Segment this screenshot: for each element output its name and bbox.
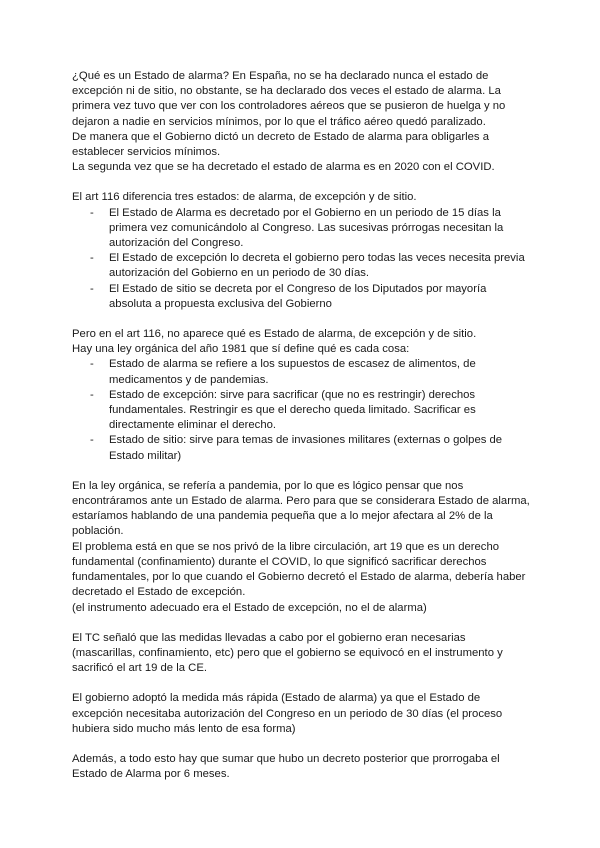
list-item: - Estado de alarma se refiere a los supuestos de escasez de alimentos, de medicamentos y de pandemias.: [90, 358, 476, 386]
list-item: - Estado de excepción: sirve para sacrificar (que no es restringir) derechos fundamentales. Restringir es que el derecho queda limitado. Sacrificar es directamente eliminar el derecho.: [90, 388, 476, 432]
bullet-dash: -: [90, 434, 94, 447]
ley-organica-lead-2: Hay una ley orgánica del año 1981 que sí define qué es cada cosa:: [72, 343, 410, 356]
bullet-dash: -: [90, 206, 94, 219]
bullet-dash: -: [90, 252, 94, 265]
list-item: - El Estado de sitio se decreta por el Congreso de los Diputados por mayoría absoluta a propuesta exclusiva del Gobierno: [90, 282, 487, 310]
bullet-dash: -: [90, 388, 94, 401]
pandemia-paragraph-2: El problema está en que se nos privó de la libre circulación, art 19 que es un derecho fundamental (confinamiento) durante el COVID, lo que significó sacrificar derechos fundamentales, por lo que cuando el Gobierno decretó el Estado de alarma, debería haber decretado el Estado de excepción.: [72, 540, 526, 599]
intro-paragraph-1: ¿Qué es un Estado de alarma? En España, no se ha declarado nunca el estado de excepción ni de sitio, no obstante, se ha declarado dos veces el estado de alarma. La primera vez tuvo que ver con los controladores aéreos que se pusieron de huelga y no dejaron a nadie en servicios mínimos, por lo que el tráfico aéreo quedó paralizado.: [72, 70, 506, 128]
intro-paragraph-3: La segunda vez que se ha decretado el estado de alarma es en 2020 con el COVID.: [72, 161, 495, 174]
art116-lead: El art 116 diferencia tres estados: de alarma, de excepción y de sitio.: [72, 191, 417, 204]
ley-organica-lead-1: Pero en el art 116, no aparece qué es Estado de alarma, de excepción y de sitio.: [72, 328, 477, 341]
list-item: - El Estado de Alarma es decretado por el Gobierno en un periodo de 15 días la primera vez comunicándolo al Congreso. Las sucesivas prórrogas necesitan la autorización del Congreso.: [90, 206, 504, 250]
bullet-dash: -: [90, 282, 94, 295]
art116-list: [72, 206, 532, 312]
gobierno-paragraph: El gobierno adoptó la medida más rápida (Estado de alarma) ya que el Estado de excepción necesitaba autorización del Congreso en un periodo de 30 días (el proceso hubiera sido mucho más lento de esa forma): [72, 692, 503, 735]
bullet-dash: -: [90, 358, 94, 371]
list-item: - Estado de sitio: sirve para temas de invasiones militares (externas o golpes de Estado militar): [90, 434, 503, 462]
document-body: [72, 69, 532, 782]
pandemia-paragraph-1: En la ley orgánica, se refería a pandemia, por lo que es lógico pensar que nos encontráramos ante un Estado de alarma. Pero para que se considerara Estado de alarma, estaríamos hablando de una pandemia pequeña que a lo mejor afectara al 2% de la población.: [72, 479, 530, 538]
ley-organica-list: [72, 357, 532, 463]
list-item: - El Estado de excepción lo decreta el gobierno pero todas las veces necesita previa autorización del Gobierno en un periodo de 30 días.: [90, 252, 525, 280]
tc-paragraph: El TC señaló que las medidas llevadas a cabo por el gobierno eran necesarias (mascarillas, confinamiento, etc) pero que el gobierno se equivocó en el instrumento y sacrificó el art 19 de la CE.: [72, 631, 503, 675]
intro-paragraph-2: De manera que el Gobierno dictó un decreto de Estado de alarma para obligarles a establecer servicios mínimos.: [72, 130, 489, 159]
pandemia-paragraph-3: (el instrumento adecuado era el Estado de excepción, no el de alarma): [72, 601, 427, 614]
ademas-paragraph: Además, a todo esto hay que sumar que hubo un decreto posterior que prorrogaba el Estado de Alarma por 6 meses.: [72, 752, 500, 781]
